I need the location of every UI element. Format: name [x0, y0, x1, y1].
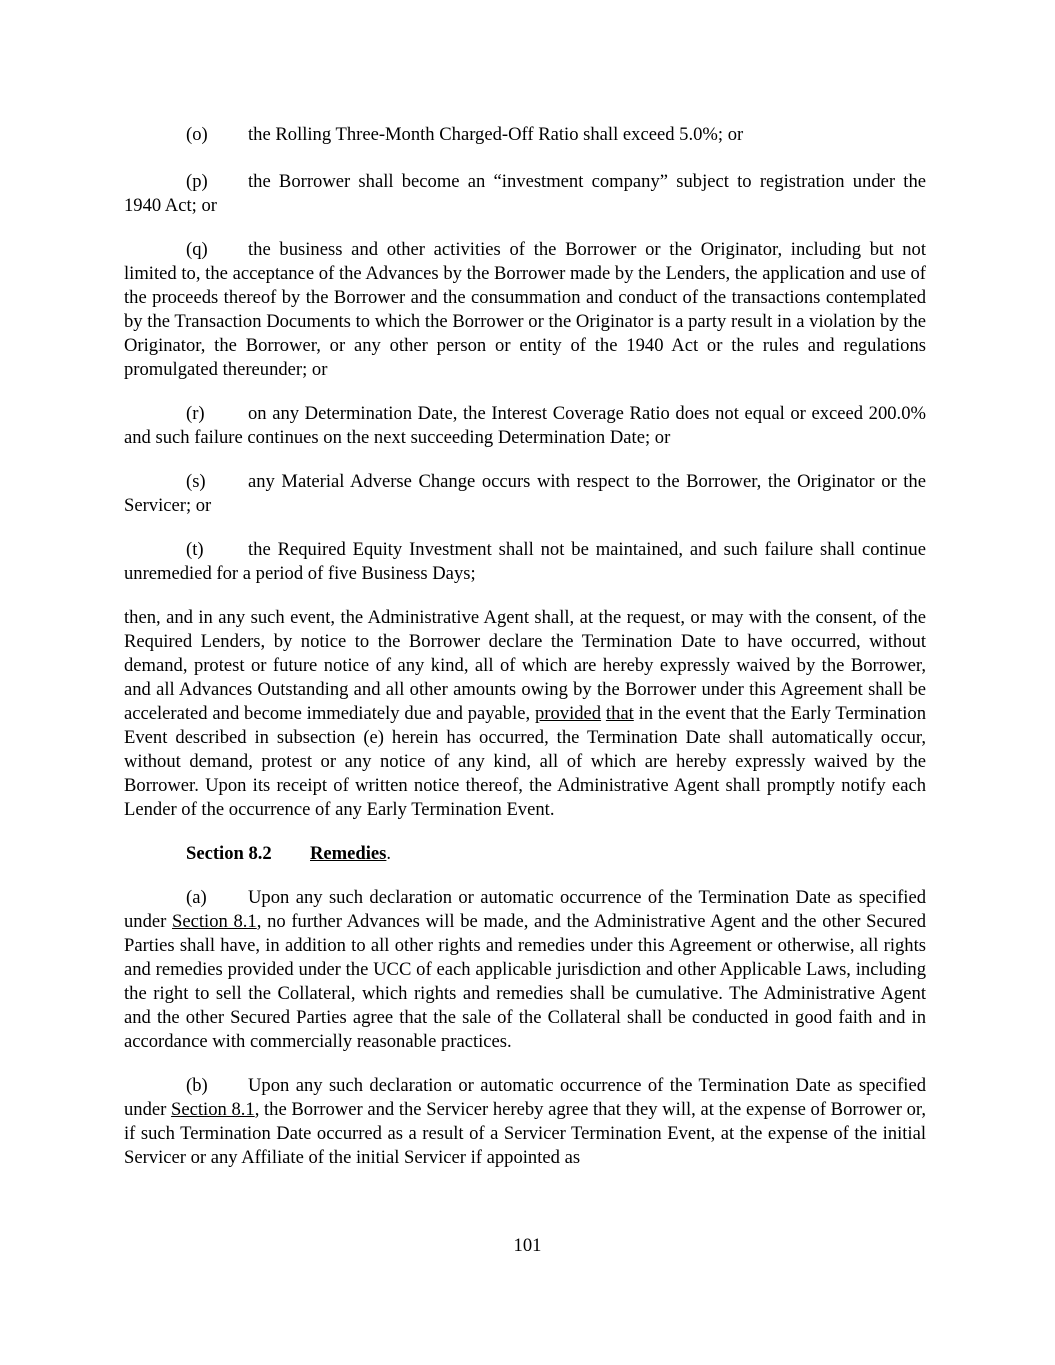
section-number: Section 8.2	[186, 843, 272, 864]
clause-text-after: , no further Advances will be made, and the Administrative Agent and the other Secured Parties shall have, in addition to all other rights and remedies under this Agreement or otherwise, all rights and remedies provided under the UCC of each applicable jurisdiction and other Applicable Laws, including the right to sell the Collateral, which rights and remedies shall be cumulative. The Administrative Agent and the other Secured Parties agree that the sale of the Collateral shall be conducted in good faith and in accordance with commercially reasonable practices.	[124, 911, 926, 1052]
clause-text-before: Upon any such declaration or automatic occurrence of the Termination Date as specified under	[124, 887, 926, 932]
clause-p	[124, 170, 926, 218]
section-reference-link[interactable]: Section 8.1	[172, 911, 257, 932]
clause-label: (r)	[186, 403, 205, 424]
section-title-period: .	[386, 843, 392, 864]
section-title: Remedies	[310, 843, 387, 864]
clause-text: any Material Adverse Change occurs with respect to the Borrower, the Originator or the Servicer; or	[124, 471, 926, 516]
clause-text-after: , the Borrower and the Servicer hereby agree that they will, at the expense of Borrower or, if such Termination Date occurred as a result of a Servicer Termination Event, at the expense of the initial Servicer or any Affiliate of the initial Servicer if appointed as	[124, 1099, 926, 1168]
clause-label: (o)	[186, 124, 208, 145]
document-page	[124, 123, 926, 1190]
provided-term: provided	[534, 703, 602, 724]
clause-label: (s)	[186, 471, 206, 492]
closing-text-before: then, and in any such event, the Administrative Agent shall, at the request, or may with the consent, of the Required Lenders, by notice to the Borrower declare the Termination Date to have occurred, without demand, protest or future notice of any kind, all of which are hereby expressly waived by the Borrower, and all Advances Outstanding and all other amounts owing by the Borrower under this Agreement shall be accelerated and become immediately due and payable,	[124, 607, 926, 724]
clause-s	[124, 470, 926, 518]
clause-label: (b)	[186, 1075, 208, 1096]
clause-label: (t)	[186, 539, 204, 560]
page-number: 101	[513, 1235, 542, 1256]
clause-text: the Required Equity Investment shall not be maintained, and such failure shall continue unremedied for a period of five Business Days;	[124, 539, 926, 584]
clause-text-before: Upon any such declaration or automatic occurrence of the Termination Date as specified under	[124, 1075, 926, 1120]
section-heading	[124, 842, 926, 866]
clause-text: on any Determination Date, the Interest Coverage Ratio does not equal or exceed 200.0% and such failure continues on the next succeeding Determination Date; or	[124, 403, 926, 448]
closing-paragraph	[124, 606, 926, 822]
clause-t	[124, 538, 926, 586]
clause-q	[124, 238, 926, 382]
clause-label: (q)	[186, 239, 208, 260]
clause-r	[124, 402, 926, 450]
remedy-b	[124, 1074, 926, 1170]
closing-text-after: in the event that the Early Termination Event described in subsection (e) herein has occurred, the Termination Date shall automatically occur, without demand, protest or any notice of any kind, all of which are hereby expressly waived by the Borrower. Upon its receipt of written notice thereof, the Administrative Agent shall promptly notify each Lender of the occurrence of any Early Termination Event.	[124, 703, 927, 820]
remedy-a	[124, 886, 926, 1054]
clause-text: the Rolling Three-Month Charged-Off Ratio shall exceed 5.0%; or	[248, 124, 744, 145]
section-reference-link[interactable]: Section 8.1	[171, 1099, 255, 1120]
clause-o	[124, 123, 926, 147]
that-term: that	[605, 703, 634, 724]
clause-label: (p)	[186, 171, 208, 192]
clause-label: (a)	[186, 887, 207, 908]
clause-text: the business and other activities of the Borrower or the Originator, including but not limited to, the acceptance of the Advances by the Borrower made by the Lenders, the application and use of the proceeds thereof by the Borrower and the consummation and conduct of the transactions contemplated by the Transaction Documents to which the Borrower or the Originator is a party result in a violation by the Originator, the Borrower, or any other person or entity of the 1940 Act or the rules and regulations promulgated thereunder; or	[124, 239, 926, 380]
clause-text: the Borrower shall become an “investment company” subject to registration under the 1940 Act; or	[124, 171, 926, 216]
